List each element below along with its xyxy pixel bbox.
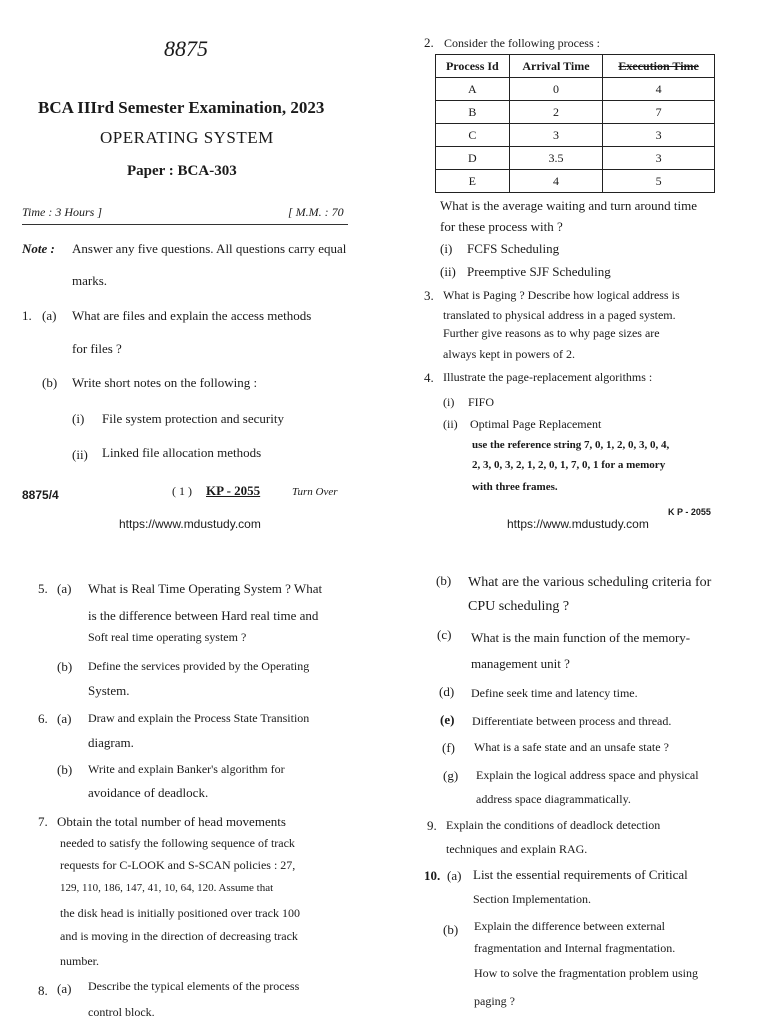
source-url-right[interactable]: https://www.mdustudy.com	[507, 517, 649, 531]
q10b-text-2: fragmentation and Internal fragmentation.	[474, 941, 676, 955]
cell-process-id: B	[436, 101, 510, 124]
q2-number: 2.	[424, 35, 434, 50]
q4-i-label: (i)	[443, 395, 455, 409]
q4-reference-1: use the reference string 7, 0, 1, 2, 0, 3, 0, 4,	[472, 439, 670, 451]
q3-text-4: always kept in powers of 2.	[443, 347, 575, 361]
q1b-i-text: File system protection and security	[102, 411, 284, 426]
q8d-label: (d)	[439, 684, 455, 699]
q3-text-3: Further give reasons as to why page sizes are	[443, 326, 660, 340]
q8c-label: (c)	[437, 627, 452, 642]
q8e-text: Differentiate between process and thread.	[472, 714, 672, 728]
q6a-label: (a)	[57, 711, 72, 726]
q3-text-1: What is Paging ? Describe how logical address is	[443, 288, 680, 302]
q8b-text-1: What are the various scheduling criteria for	[468, 575, 712, 590]
q8-number: 8.	[38, 983, 48, 998]
source-url-left[interactable]: https://www.mdustudy.com	[119, 517, 261, 531]
q2-followup-1: What is the average waiting and turn around time	[440, 198, 698, 213]
q8g-label: (g)	[443, 768, 459, 783]
q2-i-text: FCFS Scheduling	[467, 241, 560, 256]
cell-arrival: 3	[509, 124, 602, 147]
header-rule	[22, 224, 348, 225]
q8g-text-2: address space diagrammatically.	[476, 792, 631, 806]
q6b-label: (b)	[57, 762, 73, 777]
q5b-label: (b)	[57, 659, 73, 674]
q3-text-2: translated to physical address in a paged system.	[443, 308, 676, 322]
q6a-text-2: diagram.	[88, 735, 134, 750]
q4-reference-3: with three frames.	[472, 481, 558, 493]
table-row	[436, 101, 715, 124]
q6b-text-1: Write and explain Banker's algorithm for	[88, 762, 285, 776]
cell-execution: 7	[603, 101, 715, 124]
q8f-label: (f)	[442, 740, 455, 755]
q8c-text-1: What is the main function of the memory-	[471, 630, 691, 645]
q8a-text-1: Describe the typical elements of the process	[88, 979, 300, 993]
q8c-text-2: management unit ?	[471, 656, 570, 671]
q2-ii-text: Preemptive SJF Scheduling	[467, 264, 611, 279]
q10-number: 10.	[424, 868, 441, 883]
q1b-ii-label: (ii)	[72, 447, 88, 462]
q3-number: 3.	[424, 288, 434, 303]
q1-number: 1.	[22, 308, 32, 323]
q9-number: 9.	[427, 818, 437, 833]
q9-text-1: Explain the conditions of deadlock detection	[446, 818, 661, 832]
table-row	[436, 78, 715, 101]
note-text-2: marks.	[72, 273, 108, 288]
q8f-text: What is a safe state and an unsafe state ?	[474, 740, 669, 754]
table-row	[436, 170, 715, 193]
header-process-id: Process Id	[436, 55, 510, 78]
cell-process-id: D	[436, 147, 510, 170]
q10a-text-1: List the essential requirements of Critical	[473, 867, 688, 882]
q1b-text: Write short notes on the following :	[72, 375, 258, 390]
cell-process-id: C	[436, 124, 510, 147]
cell-execution: 3	[603, 147, 715, 170]
footer-code: 8875/4	[22, 488, 59, 502]
cell-process-id: E	[436, 170, 510, 193]
q8b-text-2: CPU scheduling ?	[468, 599, 570, 614]
paper-code: 8875	[164, 36, 208, 61]
q8g-text-1: Explain the logical address space and physical	[476, 768, 699, 782]
subject-title: OPERATING SYSTEM	[100, 128, 274, 147]
q8a-label: (a)	[57, 981, 72, 996]
q4-i-text: FIFO	[468, 395, 495, 409]
cell-execution: 5	[603, 170, 715, 193]
header-arrival-time: Arrival Time	[509, 55, 602, 78]
q8d-text: Define seek time and latency time.	[471, 686, 638, 700]
q7-text-5: the disk head is initially positioned over track 100	[60, 906, 300, 920]
q10a-text-2: Section Implementation.	[473, 892, 591, 906]
cell-arrival: 4	[509, 170, 602, 193]
q8e-label: (e)	[440, 712, 455, 727]
exam-time: Time : 3 Hours ]	[22, 205, 103, 219]
cell-arrival: 3.5	[509, 147, 602, 170]
cell-execution: 3	[603, 124, 715, 147]
q7-text-6: and is moving in the direction of decreasing track	[60, 929, 298, 943]
q10a-label: (a)	[447, 868, 462, 883]
q5a-text-1: What is Real Time Operating System ? What	[88, 581, 323, 596]
note-label: Note :	[22, 241, 55, 256]
q7-text-4: 129, 110, 186, 147, 41, 10, 64, 120. Assume that	[60, 882, 274, 894]
q10b-text-4: paging ?	[474, 994, 515, 1008]
footer-kp-code-right: K P - 2055	[668, 507, 711, 517]
note-text-1: Answer any five questions. All questions carry equal	[72, 241, 347, 256]
q5b-text-2: System.	[88, 683, 130, 698]
paper-number: Paper : BCA-303	[127, 163, 237, 179]
q4-reference-2: 2, 3, 0, 3, 2, 1, 2, 0, 1, 7, 0, 1 for a memory	[472, 459, 666, 471]
exam-title: BCA IIIrd Semester Examination, 2023	[38, 98, 325, 117]
footer-kp-code: KP - 2055	[206, 483, 261, 498]
q1a-label: (a)	[42, 308, 57, 323]
q1b-ii-text: Linked file allocation methods	[102, 445, 262, 460]
q5a-text-3: Soft real time operating system ?	[88, 630, 247, 644]
q1a-text-2: for files ?	[72, 341, 122, 356]
q8b-label: (b)	[436, 573, 452, 588]
q5a-text-2: is the difference between Hard real time and	[88, 608, 319, 623]
q6a-text-1: Draw and explain the Process State Transition	[88, 711, 310, 725]
q5a-label: (a)	[57, 581, 72, 596]
q7-text-1: Obtain the total number of head movements	[57, 814, 286, 829]
q7-text-2: needed to satisfy the following sequence of track	[60, 836, 295, 850]
table-row	[436, 124, 715, 147]
process-table	[435, 54, 715, 193]
q7-text-3: requests for C-LOOK and S-SCAN policies : 27,	[60, 858, 296, 872]
cell-execution: 4	[603, 78, 715, 101]
q4-ii-text: Optimal Page Replacement	[470, 417, 602, 431]
q9-text-2: techniques and explain RAG.	[446, 842, 588, 856]
q1b-i-label: (i)	[72, 411, 85, 426]
q1a-text-1: What are files and explain the access methods	[72, 308, 312, 323]
q5-number: 5.	[38, 581, 48, 596]
table-row	[436, 147, 715, 170]
q2-ii-label: (ii)	[440, 264, 456, 279]
cell-process-id: A	[436, 78, 510, 101]
q8a-text-2: control block.	[88, 1005, 155, 1019]
q6-number: 6.	[38, 711, 48, 726]
q10b-text-3: How to solve the fragmentation problem using	[474, 966, 698, 980]
q4-text: Illustrate the page-replacement algorithms :	[443, 370, 653, 384]
q4-ii-label: (ii)	[443, 417, 458, 431]
q2-followup-2: for these process with ?	[440, 219, 563, 234]
q2-text: Consider the following process :	[444, 36, 600, 50]
q7-number: 7.	[38, 814, 48, 829]
cell-arrival: 2	[509, 101, 602, 124]
header-execution-time: Execution Time	[603, 55, 715, 78]
q7-text-7: number.	[60, 954, 99, 968]
footer-page-number: ( 1 )	[172, 484, 192, 498]
q2-i-label: (i)	[440, 241, 453, 256]
max-marks: [ M.M. : 70	[288, 205, 344, 219]
q10b-label: (b)	[443, 922, 459, 937]
footer-turn-over: Turn Over	[292, 486, 338, 498]
q5b-text-1: Define the services provided by the Operating	[88, 659, 310, 673]
q10b-text-1: Explain the difference between external	[474, 919, 666, 933]
q1b-label: (b)	[42, 375, 58, 390]
q4-number: 4.	[424, 370, 434, 385]
cell-arrival: 0	[509, 78, 602, 101]
q6b-text-2: avoidance of deadlock.	[88, 785, 209, 800]
table-header-row	[436, 55, 715, 78]
